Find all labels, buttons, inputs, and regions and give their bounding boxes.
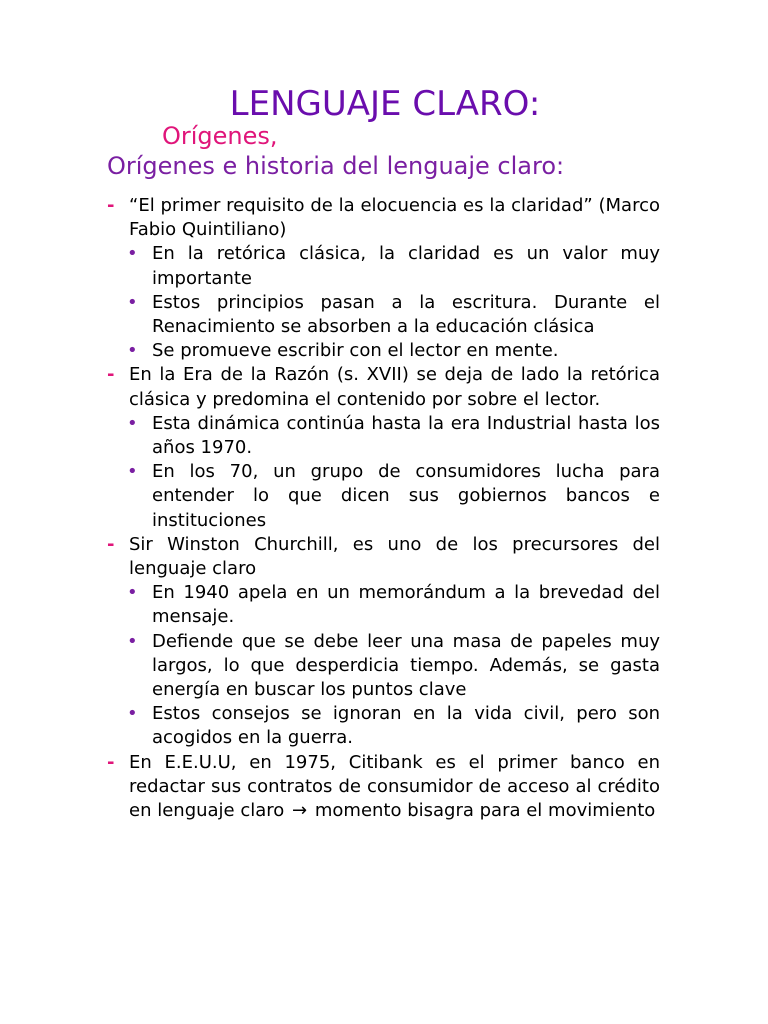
bullet-marker: • <box>127 291 138 313</box>
dash-marker: - <box>107 195 115 216</box>
bullet-marker: • <box>127 630 138 652</box>
dash-marker: - <box>107 751 115 773</box>
sub-list-item <box>107 702 660 750</box>
content-list <box>107 194 660 823</box>
bullet-marker: • <box>127 582 138 604</box>
sub-list-item-text: Estos principios pasan a la escritura. Durante el Renacimiento se absorben a la educación clásica <box>152 291 660 338</box>
bullet-marker: • <box>127 412 138 434</box>
bullet-marker: • <box>127 703 138 725</box>
sub-list-item <box>107 581 660 629</box>
list-item <box>107 533 660 581</box>
list-item <box>107 751 660 824</box>
right-arrow-icon: → <box>292 800 308 822</box>
sub-list-item-text: Se promueve escribir con el lector en mente. <box>152 340 559 362</box>
list-item-text-before-arrow: En E.E.U.U, en 1975, Citibank es el primer banco en redactar sus contratos de consumidor de acceso al crédito en lenguaje claro <box>129 751 660 822</box>
list-item <box>107 194 660 242</box>
sub-list-item <box>107 339 660 363</box>
list-item-text <box>129 751 660 824</box>
section-heading: Orígenes e historia del lenguaje claro: <box>107 152 565 180</box>
bullet-marker: • <box>127 340 138 362</box>
sub-list-item <box>107 630 660 703</box>
list-item-text: En la Era de la Razón (s. XVII) se deja de lado la retórica clásica y predomina el contenido por sobre el lector. <box>129 364 660 410</box>
sub-list-item-text: Esta dinámica continúa hasta la era Industrial hasta los años 1970. <box>152 412 660 459</box>
sub-list-item <box>107 242 660 290</box>
list-item-text: Sir Winston Churchill, es uno de los precursores del lenguaje claro <box>129 533 660 580</box>
sub-list-item <box>107 412 660 460</box>
bullet-marker: • <box>127 461 138 483</box>
bullet-marker: • <box>127 243 138 265</box>
document-title: LENGUAJE CLARO: <box>229 84 541 124</box>
sub-list-item-text: En los 70, un grupo de consumidores lucha para entender lo que dicen sus gobiernos bancos e instituciones <box>152 461 660 531</box>
sub-list-item-text: En la retórica clásica, la claridad es un valor muy importante <box>152 243 660 289</box>
dash-marker: - <box>107 533 115 555</box>
list-item <box>107 363 660 411</box>
sub-list-item-text: Defiende que se debe leer una masa de papeles muy largos, lo que desperdicia tiempo. Además, se gasta energía en buscar los puntos clave <box>152 630 660 701</box>
sub-list-item <box>107 460 660 533</box>
document-subtitle: Orígenes, <box>162 122 278 150</box>
sub-list-item <box>107 291 660 339</box>
dash-marker: - <box>107 364 115 386</box>
sub-list-item-text: Estos consejos se ignoran en la vida civil, pero son acogidos en la guerra. <box>152 703 660 749</box>
list-item-text-after-arrow: momento bisagra para el movimiento <box>314 800 656 822</box>
list-item-text: “El primer requisito de la elocuencia es la claridad” (Marco Fabio Quintiliano) <box>129 195 660 241</box>
sub-list-item-text: En 1940 apela en un memorándum a la brevedad del mensaje. <box>152 582 660 628</box>
